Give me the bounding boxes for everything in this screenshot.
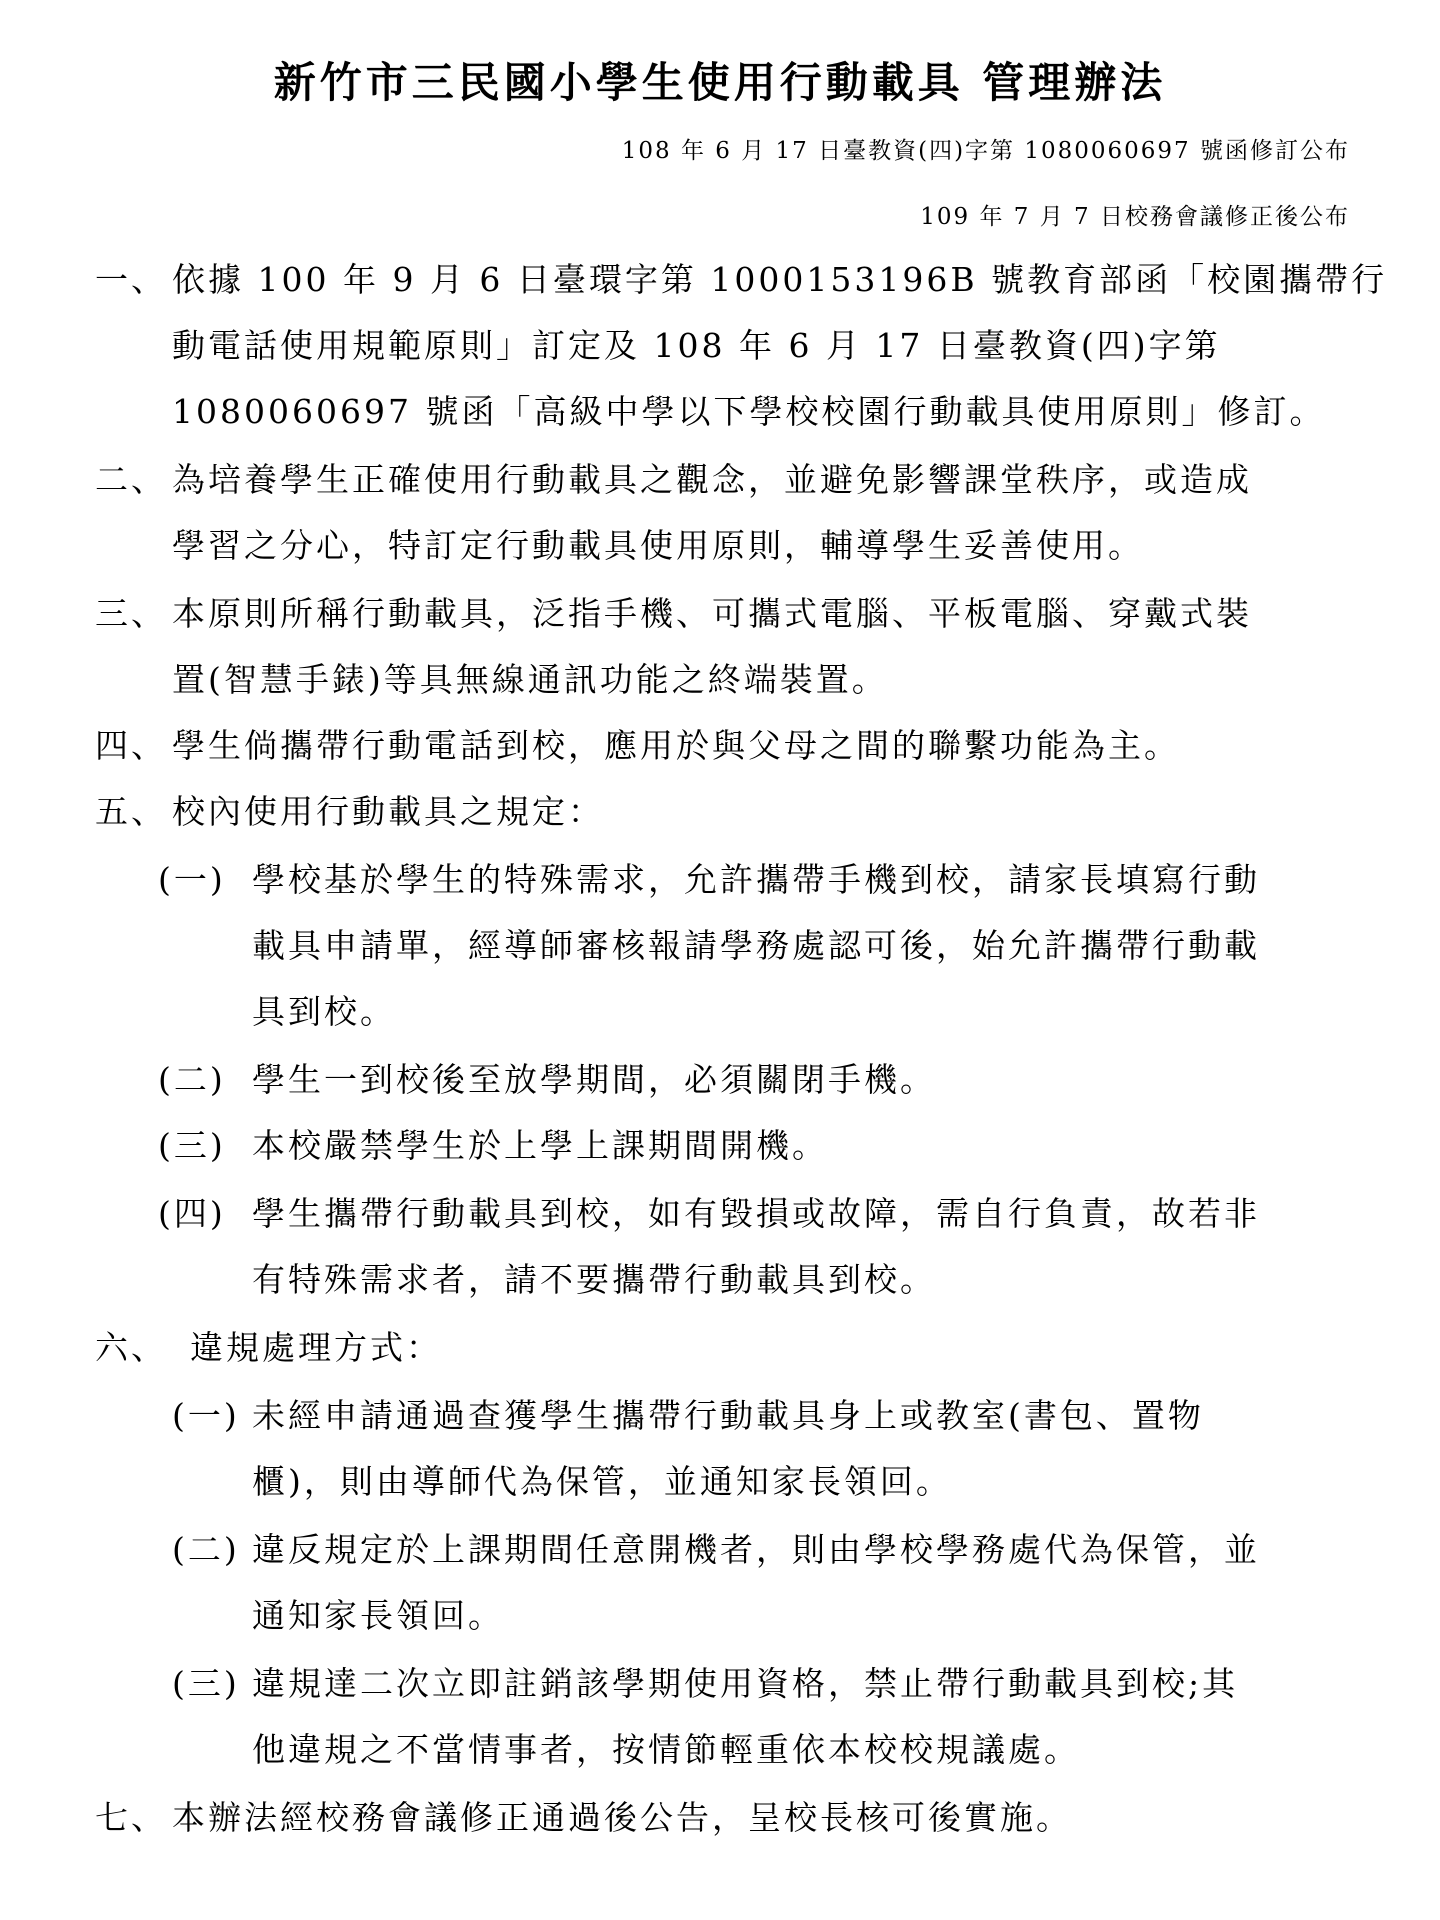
section-2-line-2: 學習之分心，特訂定行動載具使用原則，輔導學生妥善使用。 [172,526,1144,565]
section-5-item-2-marker: (二) [158,1060,226,1099]
section-3-line-1: 本原則所稱行動載具，泛指手機、可攜式電腦、平板電腦、穿戴式裝 [172,594,1252,633]
section-5-item-4-marker: (四) [158,1194,226,1233]
section-5-item-1-line-2: 載具申請單，經導師審核報請學務處認可後，始允許攜帶行動載 [252,926,1260,965]
section-marker-4: 四、 [95,726,167,765]
section-1-line-2: 動電話使用規範原則」訂定及 108 年 6 月 17 日臺教資(四)字第 [172,326,1221,365]
section-6-item-1-line-1: 未經申請通過查獲學生攜帶行動載具身上或教室(書包、置物 [252,1396,1204,1435]
document-title: 新竹市三民國小學生使用行動載具 管理辦法 [273,58,1167,107]
section-5-item-4-line-2: 有特殊需求者，請不要攜帶行動載具到校。 [252,1260,936,1299]
section-marker-5: 五、 [95,792,167,831]
section-5-item-2-line-1: 學生一到校後至放學期間，必須關閉手機。 [252,1060,936,1099]
section-marker-6: 六、 [95,1328,167,1367]
section-6-item-3-line-2: 他違規之不當情事者，按情節輕重依本校校規議處。 [252,1730,1080,1769]
section-5-item-1-line-3: 具到校。 [252,992,396,1031]
section-6-item-2-line-1: 違反規定於上課期間任意開機者，則由學校學務處代為保管，並 [252,1530,1260,1569]
section-6-item-1-marker: (一) [172,1396,240,1435]
section-1-line-1: 依據 100 年 9 月 6 日臺環字第 1000153196B 號教育部函「校園攜帶行 [172,260,1388,299]
section-5-item-3-marker: (三) [158,1126,226,1165]
section-5-item-3-line-1: 本校嚴禁學生於上學上課期間開機。 [252,1126,828,1165]
section-2-line-1: 為培養學生正確使用行動載具之觀念，並避免影響課堂秩序，或造成 [172,460,1252,499]
revision-note-1: 108 年 6 月 17 日臺教資(四)字第 1080060697 號函修訂公布 [621,138,1350,164]
section-6-item-2-marker: (二) [172,1530,240,1569]
section-7-line-1: 本辦法經校務會議修正通過後公告，呈校長核可後實施。 [172,1798,1072,1837]
section-1-line-3: 1080060697 號函「高級中學以下學校校園行動載具使用原則」修訂。 [172,392,1326,431]
section-5-item-1-line-1: 學校基於學生的特殊需求，允許攜帶手機到校，請家長填寫行動 [252,860,1260,899]
section-6-item-3-line-1: 違規達二次立即註銷該學期使用資格，禁止帶行動載具到校;其 [252,1664,1239,1703]
section-marker-1: 一、 [95,260,167,299]
section-3-line-2: 置(智慧手錶)等具無線通訊功能之終端裝置。 [172,660,888,699]
section-6-item-1-line-2: 櫃)，則由導師代為保管，並通知家長領回。 [252,1462,952,1501]
section-marker-2: 二、 [95,460,167,499]
revision-note-2: 109 年 7 月 7 日校務會議修正後公布 [920,204,1350,230]
section-marker-7: 七、 [95,1798,167,1837]
section-5-item-4-line-1: 學生攜帶行動載具到校，如有毀損或故障，需自行負責，故若非 [252,1194,1260,1233]
section-6-item-3-marker: (三) [172,1664,240,1703]
section-4-line-1: 學生倘攜帶行動電話到校，應用於與父母之間的聯繫功能為主。 [172,726,1180,765]
section-marker-3: 三、 [95,594,167,633]
section-6-line-1: 違規處理方式： [190,1328,442,1367]
section-5-line-1: 校內使用行動載具之規定： [172,792,604,831]
section-6-item-2-line-2: 通知家長領回。 [252,1596,504,1635]
section-5-item-1-marker: (一) [158,860,226,899]
